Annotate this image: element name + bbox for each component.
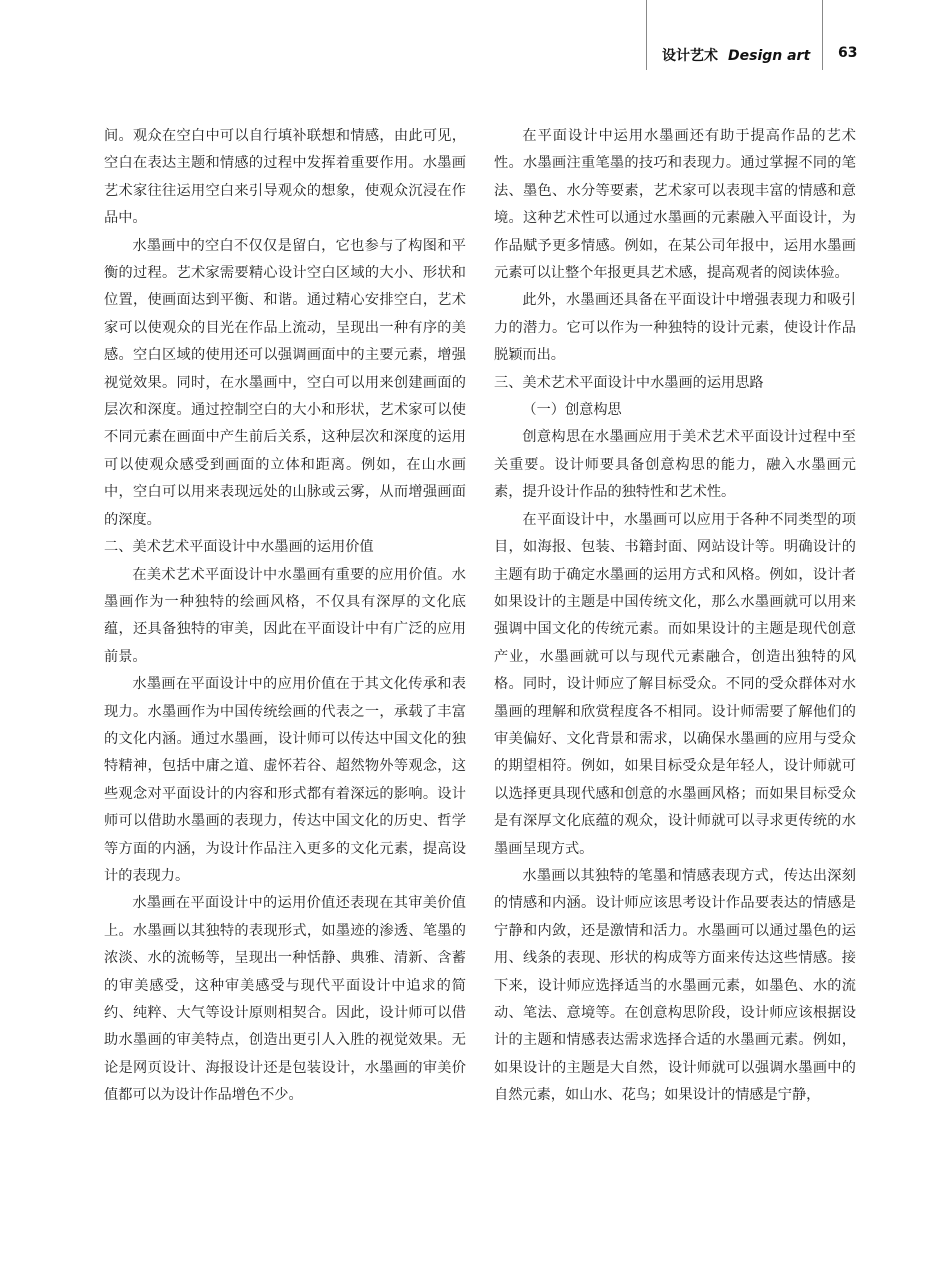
body-paragraph: 在平面设计中运用水墨画还有助于提高作品的艺术性。水墨画注重笔墨的技巧和表现力。通过掌握不同的笔法、墨色、水分等要素，艺术家可以表现丰富的情感和意境。这种艺术性可以通过水墨画的元素融入平面设计，为作品赋予更多情感。例如，在某公司年报中，运用水墨画元素可以让整个年报更具艺术感，提高观者的阅读体验。 (494, 128, 856, 282)
header-divider-right (822, 0, 823, 70)
header-divider-left (646, 0, 647, 70)
page-number: 63 (838, 45, 858, 61)
subsection-heading: （一）创意构思 (522, 402, 622, 419)
section-heading: 三、美术艺术平面设计中水墨画的运用思路 (494, 374, 764, 391)
body-paragraph: 水墨画在平面设计中的应用价值在于其文化传承和表现力。水墨画作为中国传统绘画的代表之一，承载了丰富的文化内涵。通过水墨画，设计师可以传达中国文化的独特精神，包括中庸之道、虚怀若谷、超然物外等观念，这些观念对平面设计的内容和形式都有着深远的影响。设计师可以借助水墨画的表现力，传达中国文化的历史、哲学等方面的内涵，为设计作品注入更多的文化元素，提高设计的表现力。 (104, 676, 466, 884)
body-paragraph: 间。观众在空白中可以自行填补联想和情感，由此可见，空白在表达主题和情感的过程中发挥着重要作用。水墨画艺术家往往运用空白来引导观众的想象，使观众沉浸在作品中。 (104, 128, 466, 227)
journal-section-en: Design art (728, 48, 811, 64)
journal-section-cn: 设计艺术 (662, 48, 718, 64)
running-header (662, 45, 810, 65)
body-paragraph: 此外，水墨画还具备在平面设计中增强表现力和吸引力的潜力。它可以作为一种独特的设计元素，使设计作品脱颖而出。 (494, 292, 856, 364)
body-paragraph: 在美术艺术平面设计中水墨画有重要的应用价值。水墨画作为一种独特的绘画风格，不仅具有深厚的文化底蕴，还具备独特的审美，因此在平面设计中有广泛的应用前景。 (104, 566, 466, 665)
body-paragraph: 创意构思在水墨画应用于美术艺术平面设计过程中至关重要。设计师要具备创意构思的能力，融入水墨画元素，提升设计作品的独特性和艺术性。 (494, 429, 856, 501)
body-paragraph: 水墨画在平面设计中的运用价值还表现在其审美价值上。水墨画以其独特的表现形式，如墨迹的渗透、笔墨的浓淡、水的流畅等，呈现出一种恬静、典雅、清新、含蓄的审美感受，这种审美感受与现代平面设计中追求的简约、纯粹、大气等设计原则相契合。因此，设计师可以借助水墨画的审美特点，创造出更引人入胜的视觉效果。无论是网页设计、海报设计还是包装设计，水墨画的审美价值都可以为设计作品增色不少。 (104, 895, 466, 1104)
section-heading: 二、美术艺术平面设计中水墨画的运用价值 (104, 539, 374, 556)
left-text-column (104, 123, 466, 1110)
body-paragraph: 水墨画以其独特的笔墨和情感表现方式，传达出深刻的情感和内涵。设计师应该思考设计作品要表达的情感是宁静和内敛，还是激情和活力。水墨画可以通过墨色的运用、线条的表现、形状的构成等方面来传达这些情感。接下来，设计师应选择适当的水墨画元素，如墨色、水的流动、笔法、意境等。在创意构思阶段，设计师应该根据设计的主题和情感表达需求选择合适的水墨画元素。例如，如果设计的主题是大自然，设计师就可以强调水墨画中的自然元素，如山水、花鸟；如果设计的情感是宁静， (494, 867, 856, 1104)
body-paragraph: 在平面设计中，水墨画可以应用于各种不同类型的项目，如海报、包装、书籍封面、网站设计等。明确设计的主题有助于确定水墨画的运用方式和风格。例如，设计者如果设计的主题是中国传统文化，那么水墨画就可以用来强调中国文化的传统元素。而如果设计的主题是现代创意产业，水墨画就可以与现代元素融合，创造出独特的风格。同时，设计师应了解目标受众。不同的受众群体对水墨画的理解和欣赏程度各不相同。设计师需要了解他们的审美偏好、文化背景和需求，以确保水墨画的应用与受众的期望相符。例如，如果目标受众是年轻人，设计师就可以选择更具现代感和创意的水墨画风格；而如果目标受众是有深厚文化底蕴的观众，设计师就可以寻求更传统的水墨画呈现方式。 (494, 511, 856, 857)
right-text-column (494, 123, 856, 1110)
body-paragraph: 水墨画中的空白不仅仅是留白，它也参与了构图和平衡的过程。艺术家需要精心设计空白区域的大小、形状和位置，使画面达到平衡、和谐。通过精心安排空白，艺术家可以使观众的目光在作品上流动，呈现出一种有序的美感。空白区域的使用还可以强调画面中的主要元素，增强视觉效果。同时，在水墨画中，空白可以用来创建画面的层次和深度。通过控制空白的大小和形状，艺术家可以使不同元素在画面中产生前后关系，这种层次和深度的运用可以使观众感受到画面的立体和距离。例如，在山水画中，空白可以用来表现远处的山脉或云雾，从而增强画面的深度。 (104, 237, 466, 528)
